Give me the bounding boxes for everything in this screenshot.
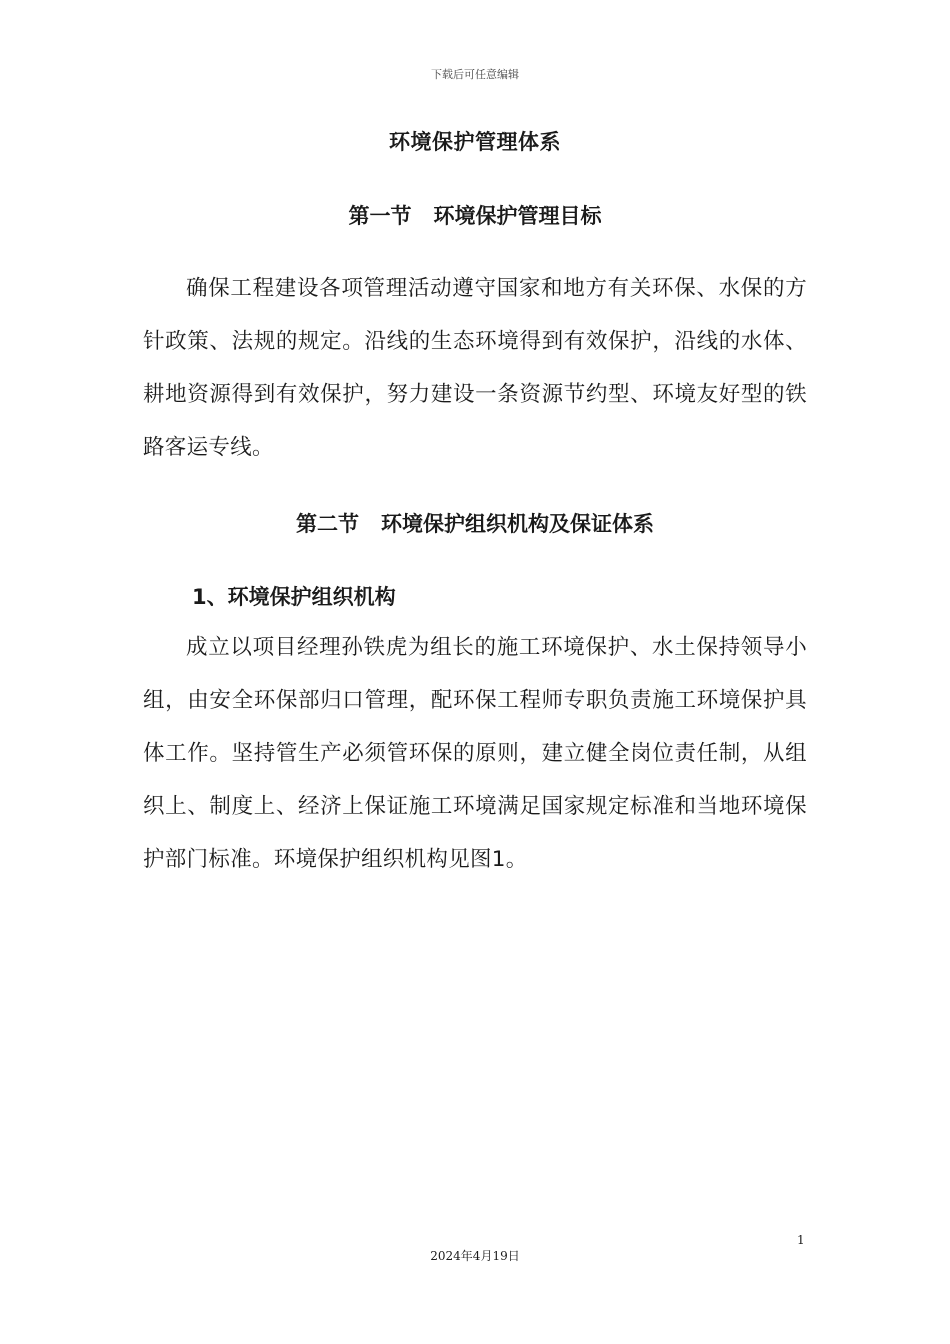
page-number: 1 <box>797 1233 805 1247</box>
footer-date: 2024年4月19日 <box>430 1249 520 1263</box>
section-heading-2: 第二节 环境保护组织机构及保证体系 <box>296 512 654 536</box>
section-heading-1: 第一节 环境保护管理目标 <box>348 204 602 228</box>
section-1-paragraph: 确保工程建设各项管理活动遵守国家和地方有关环保、水保的方针政策、法规的规定。沿线的生态环境得到有效保护，沿线的水体、耕地资源得到有效保护，努力建设一条资源节约型、环境友好型的铁路客运专线。 <box>143 276 807 460</box>
document-title: 环境保护管理体系 <box>389 130 561 154</box>
header-note: 下载后可任意编辑 <box>431 68 519 81</box>
section-2-paragraph: 成立以项目经理孙铁虎为组长的施工环境保护、水土保持领导小组，由安全环保部归口管理，配环保工程师专职负责施工环境保护具体工作。坚持管生产必须管环保的原则，建立健全岗位责任制，从组织上、制度上、经济上保证施工环境满足国家规定标准和当地环境保护部门标准。环境保护组织机构见图1。 <box>143 635 807 872</box>
subsection-heading: 1、环境保护组织机构 <box>192 585 396 609</box>
